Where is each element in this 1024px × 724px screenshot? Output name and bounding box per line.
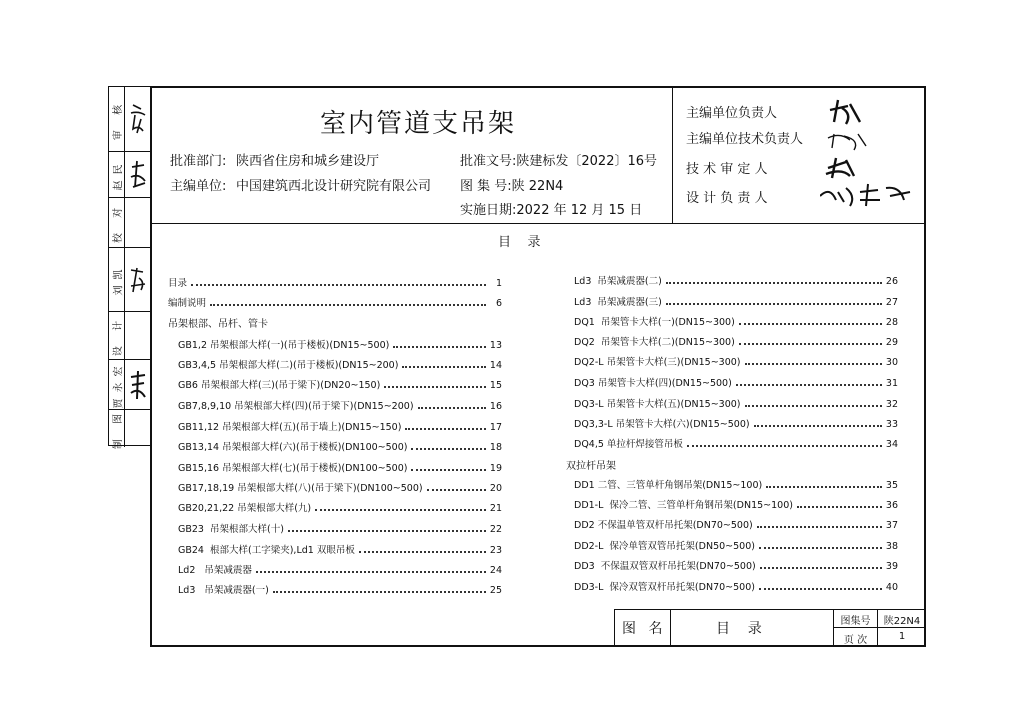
signature-image: [125, 152, 150, 197]
sidebar-label: 校 对: [113, 201, 124, 244]
sidebar-cell: [109, 151, 150, 197]
divider: [614, 609, 615, 647]
toc-entry[interactable]: GB7,8,9,10 吊架根部大样(四)(吊于梁下)(DN15~200) 16: [178, 401, 502, 412]
editor-unit: 中国建筑西北设计研究院有限公司: [236, 179, 432, 194]
toc-entry[interactable]: Ld2 吊架减震器 24: [178, 565, 502, 576]
toc-entry[interactable]: GB3,4,5 吊架根部大样(二)(吊于楼板)(DN15~200) 14: [178, 360, 502, 371]
sidebar-label: 审 核: [113, 98, 124, 140]
toc-section-heading: 吊架根部、吊杆、管卡: [168, 319, 268, 330]
signature-image: [820, 96, 920, 216]
atlas-number-value: 陕22N4: [883, 616, 921, 627]
toc-entry[interactable]: GB17,18,19 吊架根部大样(八)(吊于梁下)(DN100~500) 20: [178, 483, 502, 494]
toc-entry[interactable]: GB6 吊架根部大样(三)(吊于梁下)(DN20~150) 15: [178, 380, 502, 391]
drawing-name-label: 图 名: [622, 621, 667, 637]
toc-section-heading: 双拉杆吊架: [566, 461, 616, 472]
toc-entry[interactable]: 目录 1: [168, 278, 502, 289]
toc-entry[interactable]: DQ1 吊架管卡大样(一)(DN15~300) 28: [574, 317, 898, 328]
sidebar-label: 制 图: [113, 407, 124, 450]
divider: [833, 627, 926, 628]
sidebar-cell: [109, 197, 150, 247]
signature-image: [125, 248, 150, 311]
toc-entry[interactable]: GB20,21,22 吊架根部大样(九) 21: [178, 503, 502, 514]
toc-title: 目 录: [498, 235, 541, 250]
toc-entry[interactable]: DQ3 吊架管卡大样(四)(DN15~500) 31: [574, 378, 898, 389]
divider: [670, 609, 671, 647]
atlas-number: 图 集 号:陕 22N4: [460, 179, 564, 194]
toc-entry[interactable]: 编制说明 6: [168, 298, 502, 309]
sidebar-cell: [109, 407, 150, 450]
signature-image: [125, 360, 150, 409]
sidebar-label: 刘凯: [113, 263, 124, 296]
page-title: 室内管道支吊架: [320, 109, 517, 139]
responsible-label: 技 术 审 定 人: [686, 162, 768, 177]
toc-entry[interactable]: DQ2 吊架管卡大样(二)(DN15~300) 29: [574, 337, 898, 348]
toc-entry[interactable]: DD2-L 保冷单管双管吊托架(DN50~500) 38: [574, 541, 898, 552]
sidebar-cell: [109, 311, 150, 359]
editor-unit-label: 主编单位:: [170, 179, 227, 194]
sidebar-label: 赵民: [113, 158, 124, 191]
toc-entry[interactable]: DD2 不保温单管双杆吊托架(DN70~500) 37: [574, 520, 898, 531]
signature-image: [125, 87, 150, 151]
approve-dept-label: 批准部门:: [170, 154, 227, 169]
toc-entry[interactable]: DD1-L 保冷二管、三管单杆角钢吊架(DN15~100) 36: [574, 500, 898, 511]
toc-entry[interactable]: GB15,16 吊架根部大样(七)(吊于楼板)(DN100~500) 19: [178, 463, 502, 474]
toc-entry[interactable]: DQ2-L 吊架管卡大样(三)(DN15~300) 30: [574, 357, 898, 368]
approve-dept: 陕西省住房和城乡建设厅: [236, 154, 380, 169]
toc-entry[interactable]: GB11,12 吊架根部大样(五)(吊于墙上)(DN15~150) 17: [178, 422, 502, 433]
sidebar-cell: [109, 359, 150, 409]
implementation-date: 实施日期:2022 年 12 月 15 日: [460, 203, 643, 218]
toc-entry[interactable]: DQ3,3-L 吊架管卡大样(六)(DN15~500) 33: [574, 419, 898, 430]
drawing-name: 目 录: [716, 621, 762, 637]
toc-entry[interactable]: DD3-L 保冷双管双杆吊托架(DN70~500) 40: [574, 582, 898, 593]
divider: [614, 609, 926, 610]
toc-entry[interactable]: Ld3 吊架减震器(三) 27: [574, 297, 898, 308]
page-label: 页 次: [843, 635, 868, 646]
toc-entry[interactable]: DQ3-L 吊架管卡大样(五)(DN15~300) 32: [574, 399, 898, 410]
page-number: 1: [898, 631, 906, 642]
sidebar-label: 贾永宏: [113, 360, 124, 409]
responsible-label: 主编单位负责人: [686, 106, 778, 121]
responsible-label: 设 计 负 责 人: [686, 191, 768, 206]
toc-entry[interactable]: GB13,14 吊架根部大样(六)(吊于楼板)(DN100~500) 18: [178, 442, 502, 453]
toc-entry[interactable]: Ld3 吊架减震器(一) 25: [178, 585, 502, 596]
toc-entry[interactable]: GB24 根部大样(工字梁夹),Ld1 双眼吊板 23: [178, 545, 502, 556]
divider: [672, 86, 673, 223]
sidebar-cell: [109, 247, 150, 311]
toc-entry[interactable]: GB23 吊架根部大样(十) 22: [178, 524, 502, 535]
sidebar-signature-column: [108, 86, 150, 450]
toc-entry[interactable]: Ld3 吊架减震器(二) 26: [574, 276, 898, 287]
approve-doc: 批准文号:陕建标发〔2022〕16号: [460, 154, 658, 169]
toc-entry[interactable]: GB1,2 吊架根部大样(一)(吊于楼板)(DN15~500) 13: [178, 340, 502, 351]
toc-entry[interactable]: DQ4,5 单拉杆焊接管吊板 34: [574, 439, 898, 450]
sidebar-cell: [109, 87, 150, 151]
toc-entry[interactable]: DD3 不保温双管双杆吊托架(DN70~500) 39: [574, 561, 898, 572]
toc-entry[interactable]: DD1 二管、三管单杆角钢吊架(DN15~100) 35: [574, 480, 898, 491]
divider: [150, 223, 926, 224]
responsible-label: 主编单位技术负责人: [686, 132, 804, 147]
sidebar-label: 设 计: [113, 314, 124, 357]
atlas-number-label: 图集号: [840, 616, 871, 627]
